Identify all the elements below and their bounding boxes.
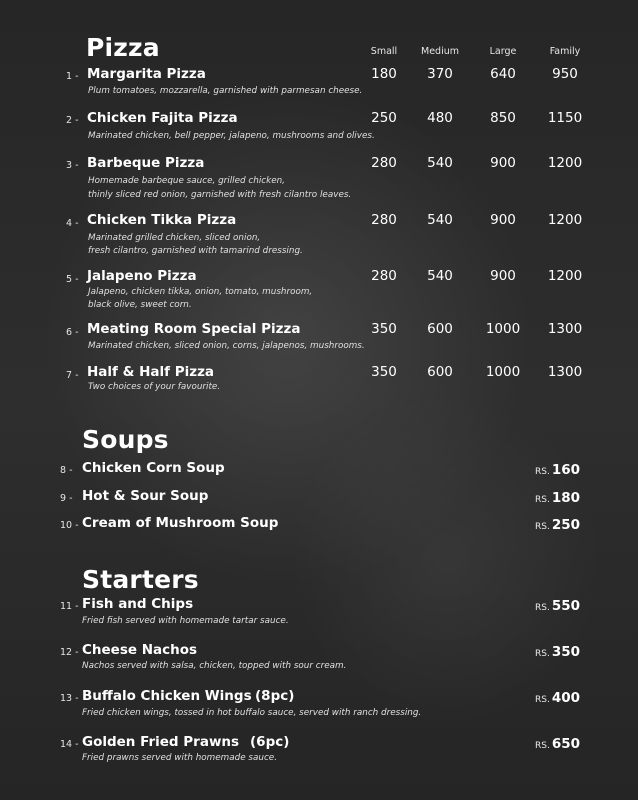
- price-small: 280: [371, 155, 397, 171]
- price-small: 250: [371, 110, 397, 126]
- price-value: 160: [551, 462, 580, 478]
- pizza-item-name: Meating Room Special Pizza: [87, 321, 301, 337]
- price-value: 250: [551, 517, 580, 533]
- price-large: 900: [490, 155, 516, 171]
- currency-label: RS.: [534, 522, 550, 532]
- size-header-large: Large: [489, 46, 517, 57]
- pizza-item-description-line2: black olive, sweet corn.: [88, 300, 192, 310]
- price-family: 1300: [547, 321, 583, 337]
- soups-section-title: Soups: [82, 425, 169, 454]
- pizza-item-name: Jalapeno Pizza: [87, 268, 197, 284]
- size-header-family: Family: [549, 46, 581, 57]
- pizza-item-name: Margarita Pizza: [87, 66, 206, 82]
- price-family: 950: [552, 66, 578, 82]
- starters-section-title: Starters: [82, 565, 199, 594]
- starter-item-price: [490, 595, 580, 614]
- price-value: 550: [551, 598, 580, 614]
- price-small: 180: [371, 66, 397, 82]
- item-number: 5 -: [66, 274, 79, 285]
- pizza-item-name: Half & Half Pizza: [87, 364, 215, 380]
- piece-count: (8pc): [255, 688, 295, 704]
- soup-item-name: Chicken Corn Soup: [82, 460, 225, 476]
- price-family: 1200: [547, 268, 583, 284]
- price-large: 850: [490, 110, 516, 126]
- price-family: 1300: [547, 364, 583, 380]
- starter-item-price: [490, 641, 580, 660]
- item-number: 9 -: [60, 493, 73, 504]
- price-family: 1200: [547, 155, 583, 171]
- price-family: 1150: [547, 110, 583, 126]
- currency-label: RS.: [534, 603, 550, 613]
- price-medium: 540: [427, 268, 453, 284]
- pizza-item-description: Marinated chicken, bell pepper, jalapeno, mushrooms and olives.: [88, 131, 375, 141]
- pizza-item-description-line1: Jalapeno, chicken tikka, onion, tomato, mushroom,: [88, 287, 313, 297]
- price-medium: 370: [427, 66, 453, 82]
- price-family: 1200: [547, 212, 583, 228]
- item-number: 6 -: [66, 327, 79, 338]
- soup-item-price: [490, 487, 580, 506]
- size-header-medium: Medium: [421, 46, 459, 57]
- currency-label: RS.: [534, 649, 550, 659]
- starter-item-name: Golden Fried Prawns: [82, 734, 240, 750]
- piece-count: (6pc): [250, 734, 290, 750]
- starter-item-name: Fish and Chips: [82, 596, 194, 612]
- pizza-item-name: Chicken Fajita Pizza: [87, 110, 238, 126]
- soup-item-price: [490, 514, 580, 533]
- price-value: 650: [551, 736, 580, 752]
- price-small: 280: [371, 268, 397, 284]
- item-number: 4 -: [66, 218, 79, 229]
- starter-item-description: Fried prawns served with homemade sauce.: [82, 753, 278, 763]
- pizza-item-name: Barbeque Pizza: [87, 155, 205, 171]
- pizza-item-name: Chicken Tikka Pizza: [87, 212, 237, 228]
- price-large: 1000: [485, 364, 521, 380]
- price-value: 350: [551, 644, 580, 660]
- item-number: 11 -: [60, 601, 79, 612]
- pizza-item-description: Two choices of your favourite.: [88, 382, 221, 392]
- starter-item-name: Buffalo Chicken Wings: [82, 688, 252, 704]
- item-number: 14 -: [60, 739, 79, 750]
- price-medium: 600: [427, 321, 453, 337]
- price-small: 350: [371, 321, 397, 337]
- price-large: 640: [490, 66, 516, 82]
- item-number: 7 -: [66, 370, 79, 381]
- starter-item-description: Fried fish served with homemade tartar sauce.: [82, 616, 289, 626]
- price-value: 180: [551, 490, 580, 506]
- soup-item-name: Cream of Mushroom Soup: [82, 515, 279, 531]
- pizza-item-description: Plum tomatoes, mozzarella, garnished with parmesan cheese.: [88, 86, 363, 96]
- starter-item-description: Nachos served with salsa, chicken, topped with sour cream.: [82, 661, 347, 671]
- starter-item-price: [490, 687, 580, 706]
- currency-label: RS.: [534, 495, 550, 505]
- currency-label: RS.: [534, 467, 550, 477]
- item-number: 12 -: [60, 647, 79, 658]
- pizza-item-description-line2: thinly sliced red onion, garnished with fresh cilantro leaves.: [88, 190, 352, 200]
- item-number: 1 -: [66, 71, 79, 82]
- size-header-small: Small: [370, 46, 398, 57]
- price-large: 900: [490, 212, 516, 228]
- item-number: 13 -: [60, 693, 79, 704]
- price-value: 400: [551, 690, 580, 706]
- price-medium: 480: [427, 110, 453, 126]
- price-medium: 540: [427, 155, 453, 171]
- currency-label: RS.: [534, 741, 550, 751]
- pizza-item-description: Marinated chicken, sliced onion, corns, jalapenos, mushrooms.: [88, 341, 365, 351]
- price-large: 1000: [485, 321, 521, 337]
- starter-item-price: [490, 733, 580, 752]
- item-number: 10 -: [60, 520, 79, 531]
- price-medium: 540: [427, 212, 453, 228]
- soup-item-name: Hot & Sour Soup: [82, 488, 209, 504]
- pizza-section-title: Pizza: [86, 33, 160, 62]
- item-number: 3 -: [66, 160, 79, 171]
- starter-item-name: Cheese Nachos: [82, 642, 198, 658]
- item-number: 8 -: [60, 465, 73, 476]
- soup-item-price: [490, 459, 580, 478]
- price-small: 350: [371, 364, 397, 380]
- pizza-item-description-line1: Marinated grilled chicken, sliced onion,: [88, 233, 261, 243]
- item-number: 2 -: [66, 115, 79, 126]
- starter-item-description: Fried chicken wings, tossed in hot buffalo sauce, served with ranch dressing.: [82, 708, 422, 718]
- price-medium: 600: [427, 364, 453, 380]
- price-large: 900: [490, 268, 516, 284]
- currency-label: RS.: [534, 695, 550, 705]
- pizza-item-description-line2: fresh cilantro, garnished with tamarind dressing.: [88, 246, 303, 256]
- price-small: 280: [371, 212, 397, 228]
- pizza-item-description-line1: Homemade barbeque sauce, grilled chicken,: [88, 176, 285, 186]
